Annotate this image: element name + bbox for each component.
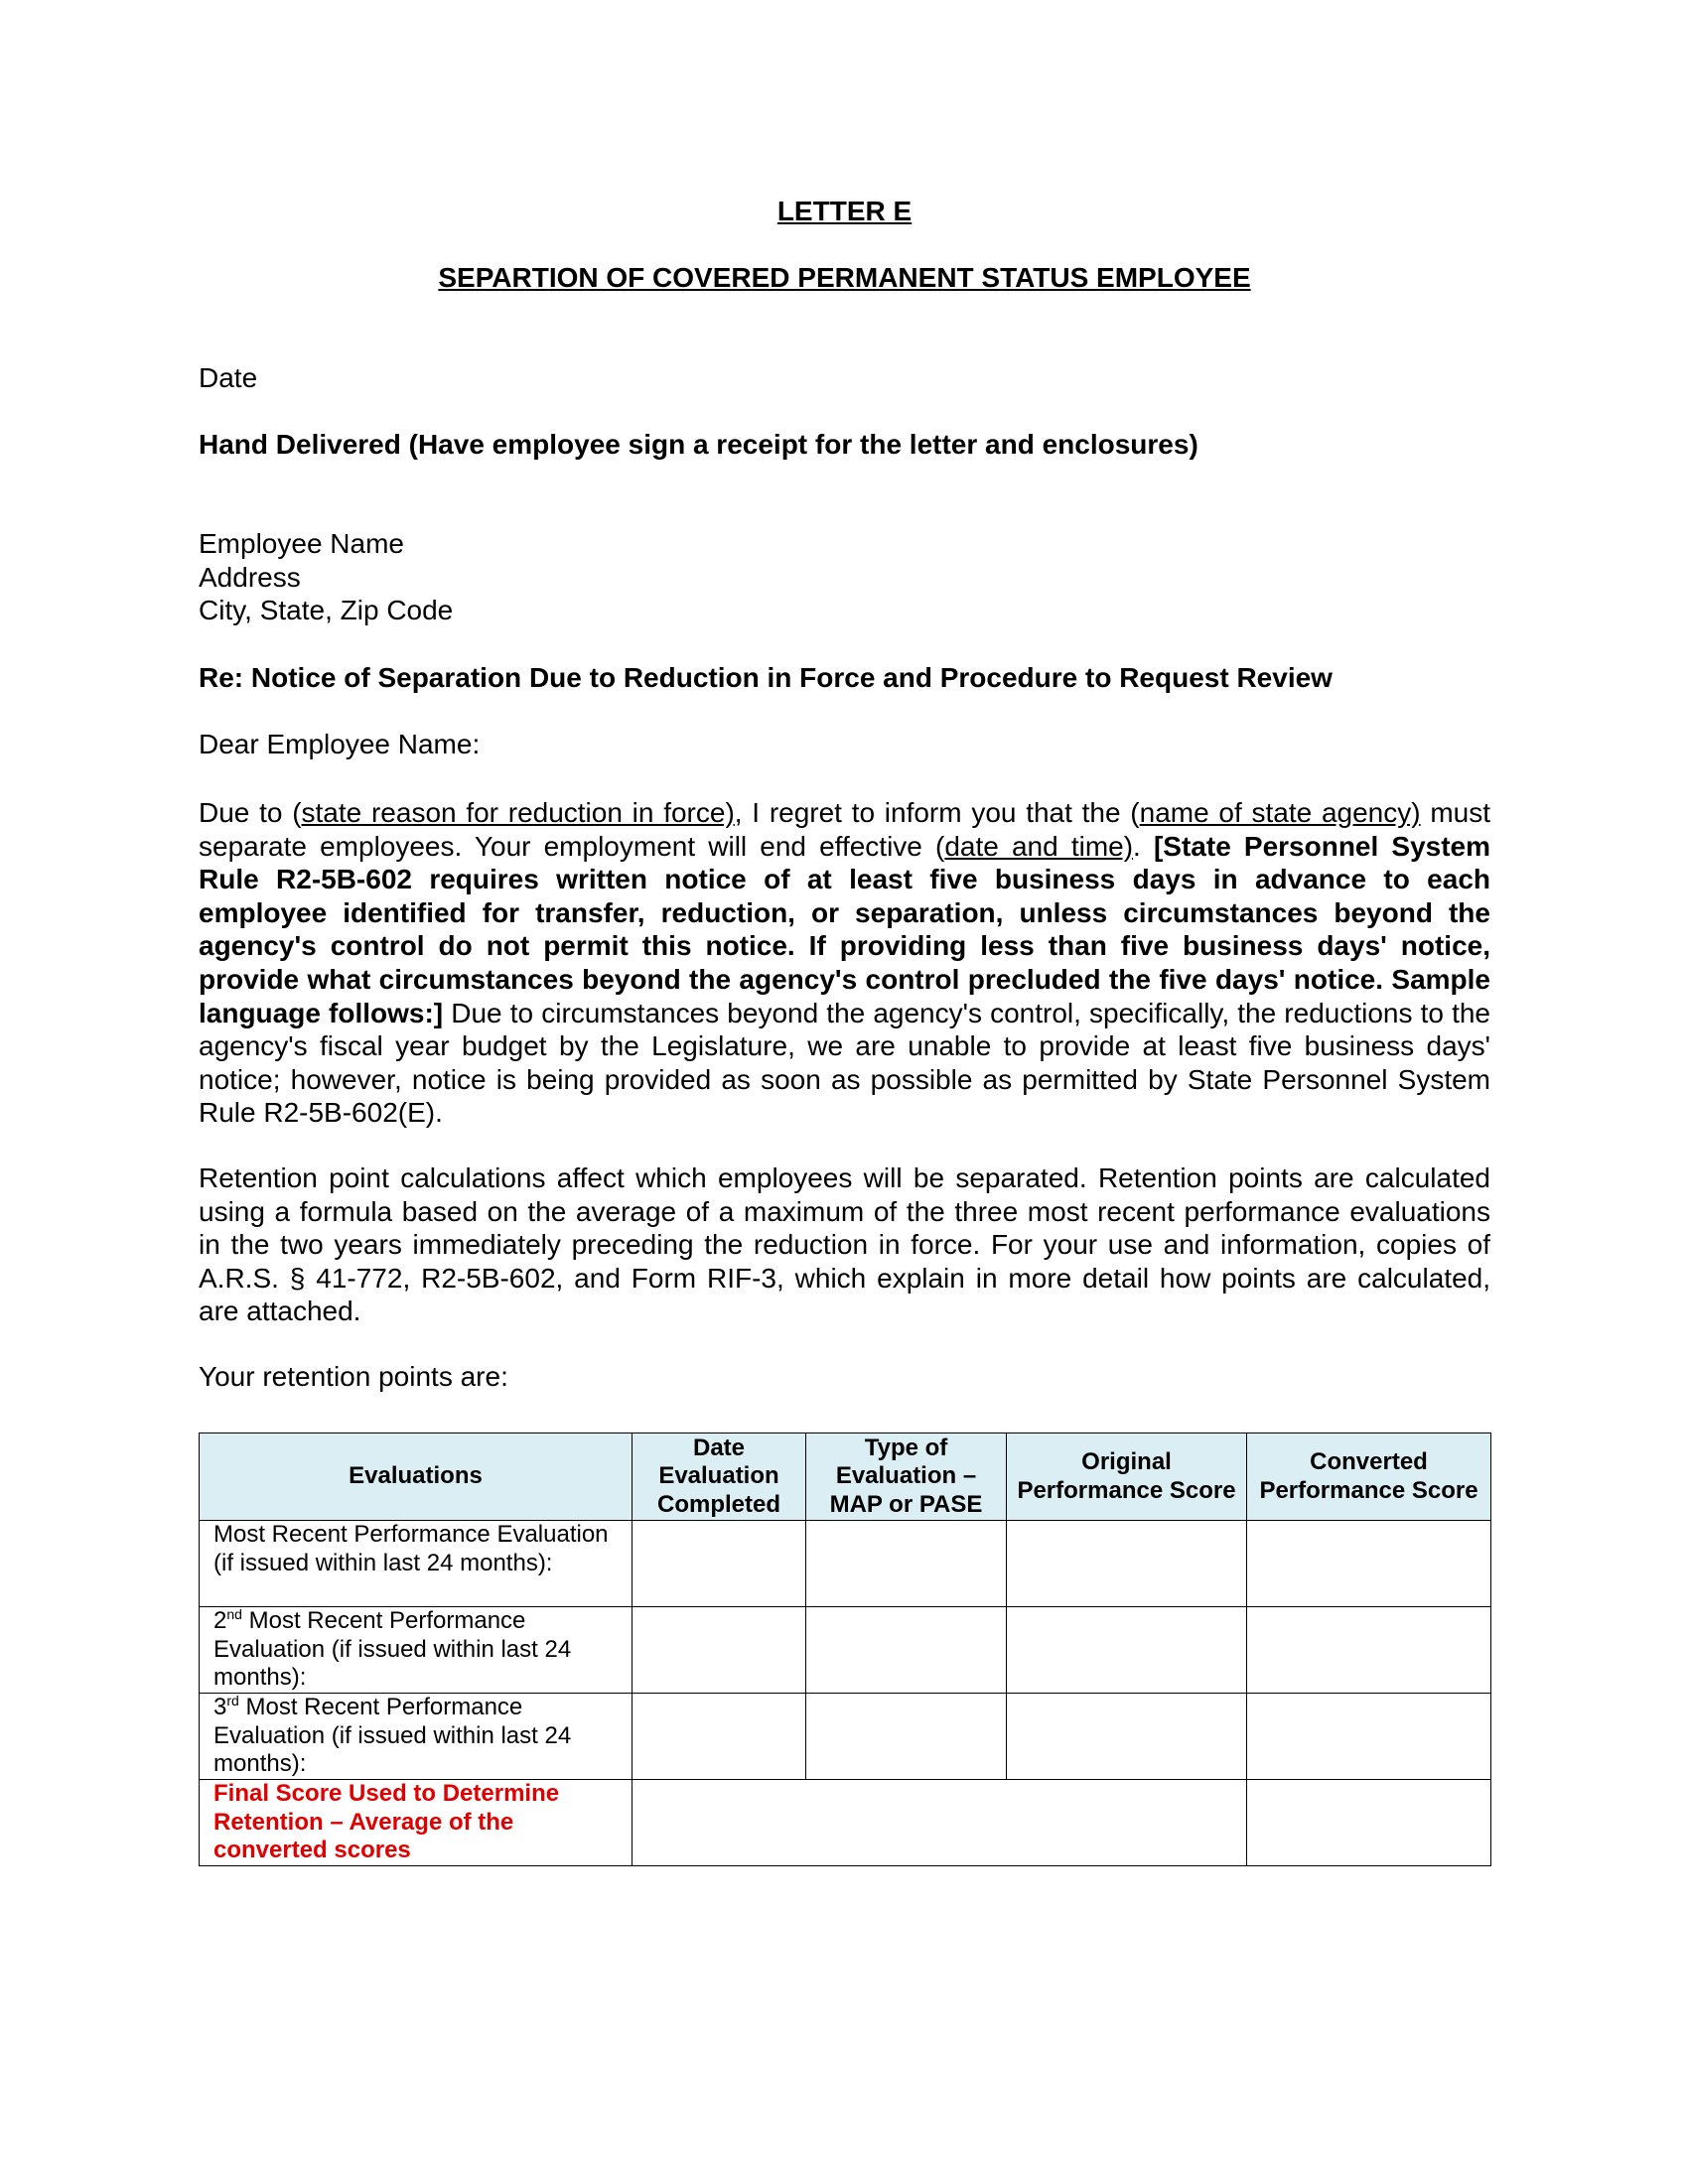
header-date-completed: Date Evaluation Completed — [633, 1433, 806, 1521]
p1-sample-language: Due to circumstances beyond the agency's control, specifically, the reductions to the agency's fiscal year budget by the Legislature, we are unable to provide at least five business days' notice; however, notice is being provided as soon as possible as permitted by State Personnel System Rule R2-5B-602(E). — [199, 997, 1491, 1129]
p1-text-2: , I regret to inform you that the ( — [734, 797, 1140, 828]
final-score-row — [200, 1780, 1491, 1866]
p1-placeholder-agency: name of state agency) — [1139, 797, 1421, 828]
row-label-most-recent: Most Recent Performance Evaluation (if issued within last 24 months): — [200, 1521, 633, 1607]
paragraph-retention-points: Retention point calculations affect which employees will be separated. Retention points are calculated using a formula based on the average of a maximum of the three most recent performance evaluations in the two years immediately preceding the reduction in force. For your use and information, copies of A.R.S. § 41-772, R2-5B-602, and Form RIF-3, which explain in more detail how points are calculated, are attached. — [199, 1162, 1490, 1327]
retention-intro: Your retention points are: — [199, 1361, 508, 1392]
header-evaluations: Evaluations — [200, 1433, 633, 1521]
date-label: Date — [199, 362, 258, 393]
converted-score-cell — [1247, 1521, 1491, 1607]
p1-placeholder-date: date and time) — [944, 830, 1134, 862]
row-ordinal-suffix: rd — [226, 1693, 239, 1708]
type-cell — [806, 1607, 1007, 1694]
letter-title: LETTER E — [776, 196, 913, 226]
original-score-cell — [1007, 1521, 1247, 1607]
header-evaluation-type: Type of Evaluation – MAP or PASE — [806, 1433, 1007, 1521]
date-cell — [633, 1694, 806, 1780]
table-row — [200, 1607, 1491, 1694]
row-label-second-recent — [200, 1607, 633, 1694]
letter-subtitle: SEPARTION OF COVERED PERMANENT STATUS EMPLOYEE — [438, 262, 1251, 293]
final-score-spacer — [633, 1780, 1247, 1866]
header-converted-score: Converted Performance Score — [1247, 1433, 1491, 1521]
p1-text-3: must separate employees. Your employment will end effective ( — [199, 797, 1490, 862]
address-city: City, State, Zip Code — [199, 595, 454, 625]
row-ordinal-suffix: nd — [226, 1606, 242, 1622]
original-score-cell — [1007, 1694, 1247, 1780]
salutation: Dear Employee Name: — [199, 729, 481, 759]
p1-text-1: Due to ( — [199, 797, 302, 828]
date-cell — [633, 1607, 806, 1694]
paragraph-separation-notice — [199, 796, 1490, 1130]
final-score-label: Final Score Used to Determine Retention – Average of the converted scores — [200, 1780, 633, 1866]
converted-score-cell — [1247, 1694, 1491, 1780]
row-label-text: Most Recent Performance Evaluation (if issued within last 24 months): — [213, 1607, 572, 1691]
table-row — [200, 1694, 1491, 1780]
original-score-cell — [1007, 1607, 1247, 1694]
p1-placeholder-reason: state reason for reduction in force) — [301, 797, 735, 828]
delivery-note: Hand Delivered (Have employee sign a receipt for the letter and enclosures) — [199, 429, 1198, 460]
table-row — [200, 1521, 1491, 1607]
row-ordinal: 3 — [213, 1694, 227, 1720]
type-cell — [806, 1521, 1007, 1607]
date-cell — [633, 1521, 806, 1607]
row-ordinal: 2 — [213, 1607, 227, 1634]
header-original-score: Original Performance Score — [1007, 1433, 1247, 1521]
address-street: Address — [199, 562, 301, 593]
row-label-text: Most Recent Performance Evaluation (if issued within last 24 months): — [213, 1694, 572, 1777]
final-score-cell — [1247, 1780, 1491, 1866]
p1-text-4: . — [1133, 830, 1154, 862]
address-name: Employee Name — [199, 528, 404, 559]
row-label-third-recent — [200, 1694, 633, 1780]
table-header-row — [200, 1433, 1491, 1521]
type-cell — [806, 1694, 1007, 1780]
re-line: Re: Notice of Separation Due to Reduction in Force and Procedure to Request Review — [199, 662, 1333, 693]
converted-score-cell — [1247, 1607, 1491, 1694]
retention-points-table — [199, 1433, 1491, 1866]
p1-rule-instructions: [State Personnel System Rule R2-5B-602 requires written notice of at least five business days in advance to each employee identified for transfer, reduction, or separation, unless circumstances beyond the agency's control do not permit this notice. If providing less than five business days' notice, provide what circumstances beyond the agency's control precluded the five days' notice. Sample language follows:] — [199, 830, 1491, 1028]
